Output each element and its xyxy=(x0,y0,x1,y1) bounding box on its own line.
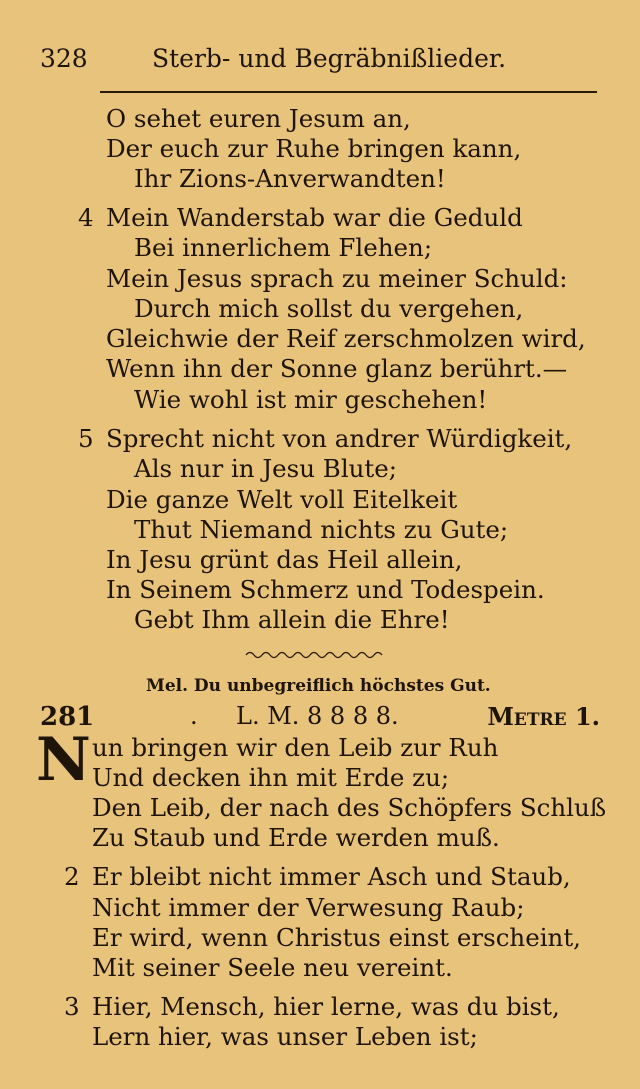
melody-reference: Mel. Du unbegreiflich höchstes Gut. xyxy=(146,676,491,696)
stanza-number: 5 xyxy=(78,424,94,453)
hymn-separator: . xyxy=(190,702,198,730)
verse-line: Sprecht nicht von andrer Würdigkeit, xyxy=(106,424,573,453)
hymn-heading xyxy=(40,702,600,734)
stanza-number: 4 xyxy=(78,203,94,232)
verse-line: Zu Staub und Erde werden muß. xyxy=(92,823,500,852)
verse-line: Als nur in Jesu Blute; xyxy=(134,454,398,483)
verse-line: In Jesu grünt das Heil allein, xyxy=(106,545,463,574)
hymn-number: 281 xyxy=(40,702,95,732)
verse-line: Die ganze Welt voll Eitelkeit xyxy=(106,485,458,514)
stanza-number: 2 xyxy=(64,862,80,891)
hymn-metre-name: Metre 1. xyxy=(487,702,600,731)
verse-line: Wenn ihn der Sonne glanz berührt.— xyxy=(106,354,568,383)
header-rule xyxy=(100,91,597,93)
verse-line: Bei innerlichem Flehen; xyxy=(134,233,433,262)
drop-cap: N xyxy=(36,725,91,795)
verse-line: Den Leib, der nach des Schöpfers Schluß xyxy=(92,793,607,822)
verse-line: Der euch zur Ruhe bringen kann, xyxy=(106,134,522,163)
verse-line: Er wird, wenn Christus einst erscheint, xyxy=(92,923,581,952)
hymn-metre: L. M. 8 8 8 8. xyxy=(236,702,399,730)
page-header xyxy=(40,44,600,78)
verse-line: Lern hier, was unser Leben ist; xyxy=(92,1022,478,1051)
page-number: 328 xyxy=(40,44,88,73)
verse-line: Nicht immer der Verwesung Raub; xyxy=(92,893,525,922)
ornament-divider xyxy=(244,648,384,662)
verse-line: Wie wohl ist mir geschehen! xyxy=(134,385,488,414)
verse-line: In Seinem Schmerz und Todespein. xyxy=(106,575,545,604)
page-title: Sterb- und Begräbnißlieder. xyxy=(152,44,507,73)
verse-line: Durch mich sollst du vergehen, xyxy=(134,294,524,323)
stanza-number: 3 xyxy=(64,992,80,1021)
verse-line: Gleichwie der Reif zerschmolzen wird, xyxy=(106,324,586,353)
verse-line: un bringen wir den Leib zur Ruh xyxy=(92,733,499,762)
verse-line: Mit seiner Seele neu vereint. xyxy=(92,953,453,982)
verse-line: Thut Niemand nichts zu Gute; xyxy=(134,515,509,544)
verse-line: Ihr Zions-Anverwandten! xyxy=(134,164,446,193)
verse-line: Gebt Ihm allein die Ehre! xyxy=(134,605,450,634)
verse-line: Mein Jesus sprach zu meiner Schuld: xyxy=(106,264,568,293)
verse-line: O sehet euren Jesum an, xyxy=(106,104,411,133)
verse-line: Hier, Mensch, hier lerne, was du bist, xyxy=(92,992,560,1021)
verse-line: Er bleibt nicht immer Asch und Staub, xyxy=(92,862,571,891)
verse-line: Und decken ihn mit Erde zu; xyxy=(92,763,450,792)
verse-line: Mein Wanderstab war die Geduld xyxy=(106,203,523,232)
